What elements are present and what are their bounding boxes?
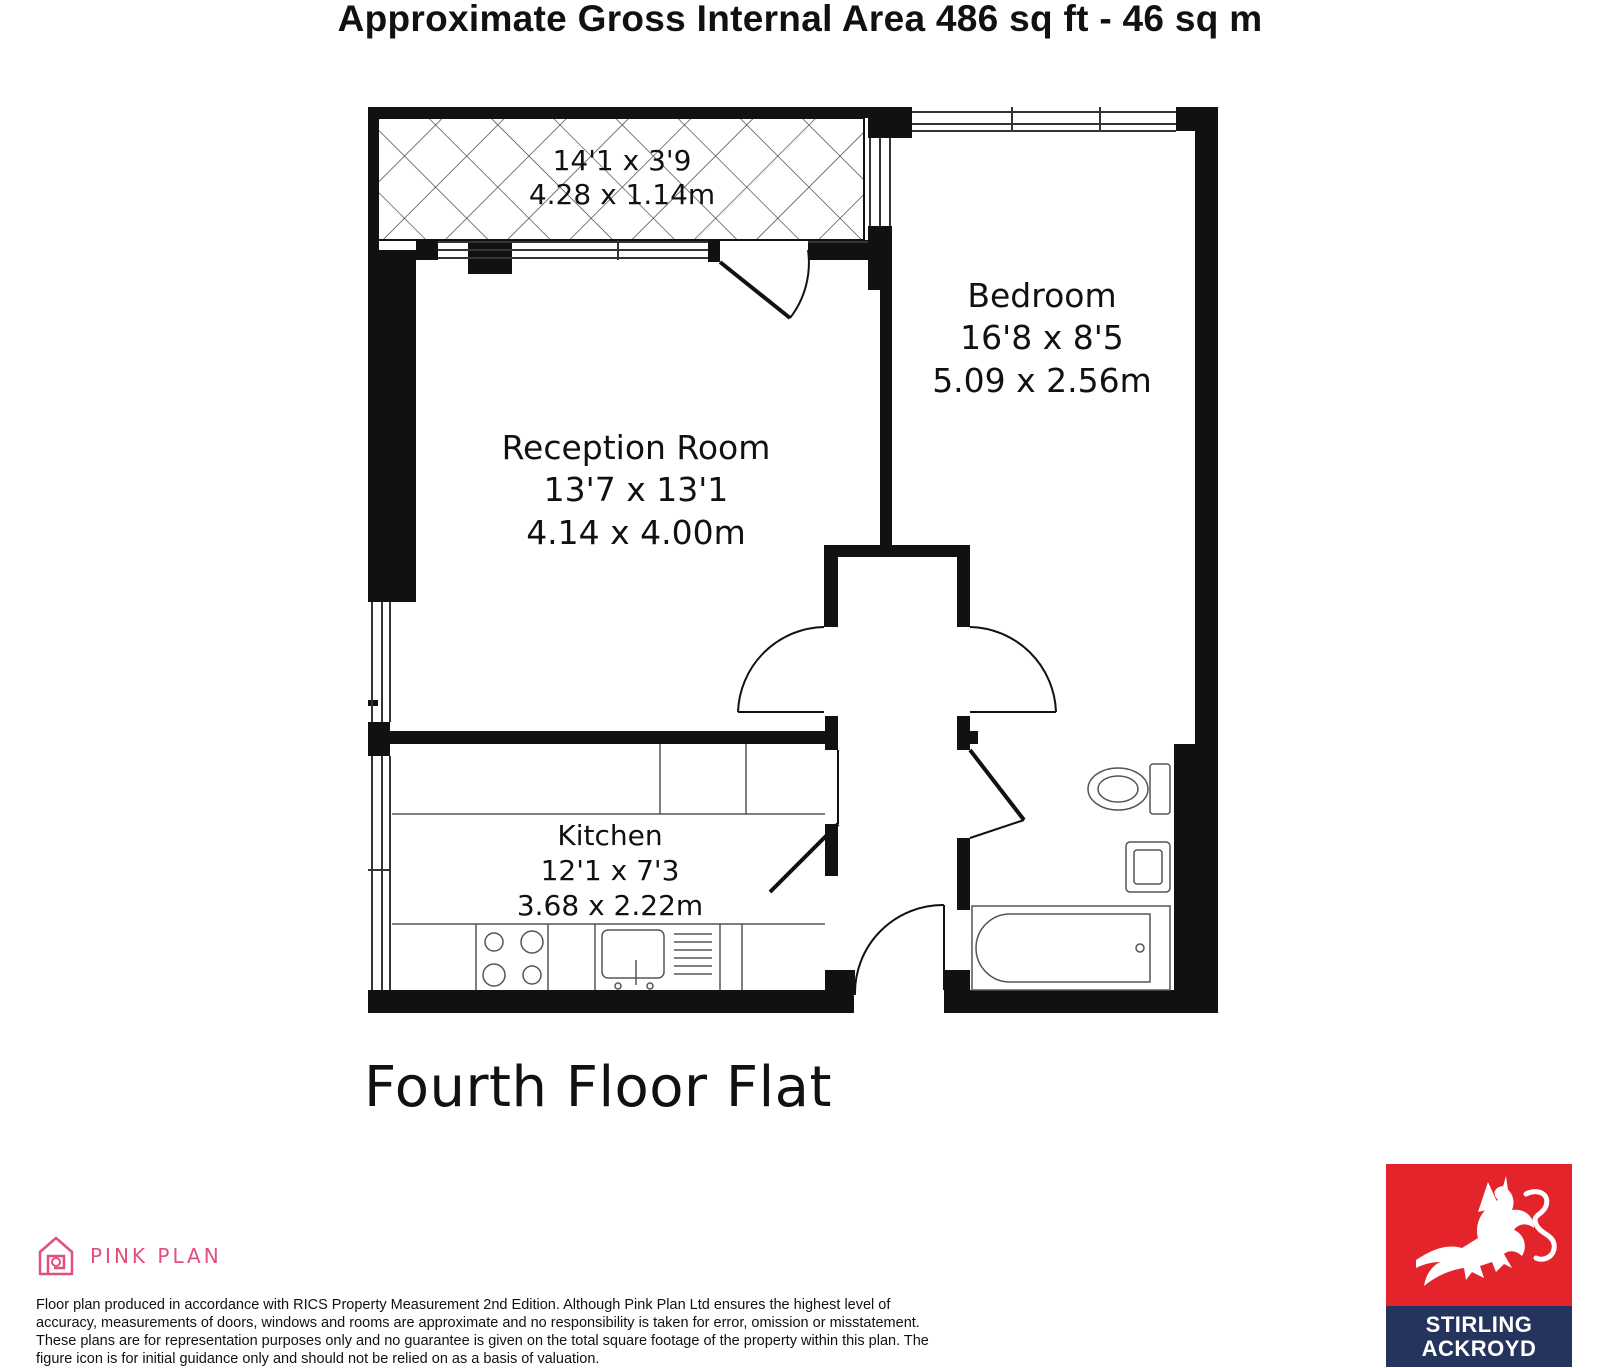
sink-icon (602, 930, 712, 989)
toilet-icon (1088, 764, 1170, 814)
pink-plan-logo (36, 1234, 222, 1278)
bath-icon (972, 906, 1170, 990)
basin-icon (1126, 842, 1170, 892)
balcony-metric: 4.28 x 1.14m (528, 178, 716, 211)
house-icon (36, 1234, 76, 1278)
balcony-imperial: 14'1 x 3'9 (552, 144, 692, 177)
kitchen-name: Kitchen (557, 819, 663, 852)
reception-imperial: 13'7 x 13'1 (543, 470, 729, 509)
bedroom-name: Bedroom (967, 276, 1117, 315)
kitchen-imperial: 12'1 x 7'3 (540, 854, 680, 887)
stirling-ackroyd-logo (1386, 1164, 1572, 1367)
disclaimer: Floor plan produced in accordance with RICS Property Measurement 2nd Edition. Although Pink Plan Ltd ensures the highest level of accuracy, measurements of doors, windows and rooms are approximate and no responsibility is taken for error, omission or misstatement. These plans are for representation purposes only and no guarantee is given on the total square footage of the property within this plan. The figure icon is for initial guidance only and should not be relied on as a basis of valuation. (36, 1297, 929, 1367)
hob-icon (483, 931, 543, 986)
bedroom-imperial: 16'8 x 8'5 (960, 318, 1124, 357)
agent-name-line2: ACKROYD (1421, 1336, 1537, 1361)
reception-metric: 4.14 x 4.00m (526, 513, 746, 552)
agent-name-line1: STIRLING (1425, 1312, 1533, 1337)
griffin-icon (1386, 1164, 1572, 1306)
reception-name: Reception Room (501, 428, 771, 467)
bedroom-metric: 5.09 x 2.56m (932, 361, 1152, 400)
area-title: Approximate Gross Internal Area 486 sq ft - 46 sq m (337, 0, 1263, 39)
pink-plan-name: PINK PLAN (90, 1244, 222, 1268)
floor-label: Fourth Floor Flat (364, 1055, 832, 1120)
kitchen-metric: 3.68 x 2.22m (516, 889, 704, 922)
